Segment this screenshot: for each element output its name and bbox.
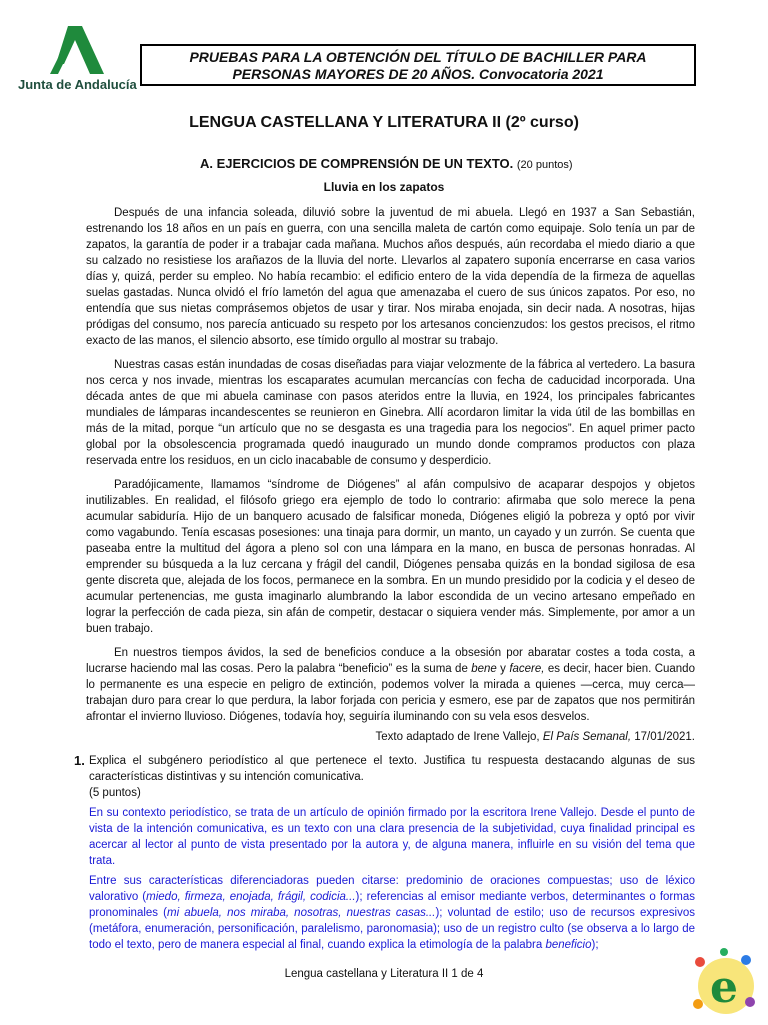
svg-text:e: e [710, 962, 738, 1013]
section-label: A. EJERCICIOS DE COMPRENSIÓN DE UN TEXTO. [200, 156, 514, 171]
question-body [89, 753, 695, 957]
page-title: LENGUA CASTELLANA Y LITERATURA II (2º curso) [189, 114, 579, 131]
question-number: 1. [74, 753, 85, 768]
header-line-1: PRUEBAS PARA LA OBTENCIÓN DEL TÍTULO DE BACHILLER PARA [189, 49, 647, 65]
paragraph [86, 645, 695, 725]
italic-run: mi abuela, nos miraba, nosotras, nuestras casas... [166, 907, 436, 919]
text-run: 17/01/2021. [631, 731, 695, 743]
text-run: ); [591, 939, 599, 951]
text-run: Explica el subgénero periodístico al que pertenece el texto. Justifica tu respuesta destacando algunas de sus características distintivas y su intención comunicativa. [89, 755, 695, 783]
text-run: Entre sus características diferenciadoras pueden citarse: predominio de oraciones compuestas; uso de léxico valorativo ( [89, 875, 695, 903]
text-run: ); voluntad de estilo; uso de recursos expresivos (metáfora, enumeración, personificación, paralelismo, paronomasia); uso de un registro culto (se observa a lo largo de todo el texto, pero de manera especial al final, cuando explica la etimología de la palabra [89, 907, 695, 951]
text-run: y [496, 663, 510, 675]
paragraph: Después de una infancia soleada, diluvió sobre la juventud de mi abuela. Llegó en 1937 a San Sebastián, estrenando los 18 años en un país en guerra, con una sencilla maleta de cartón como equipaje. Solo tenía un par de zapatos, la garantía de poder ir a trabajar cada mañana. Muchos años después, aún recordaba el miedo diario a que su calzado no resistiese los arañazos de la lluvia del norte. Llevarlos al zapatero suponía encerrarse en casa varios días y, quizá, perder su empleo. No había recambio: el edificio entero de la vida dependía de la firmeza de aquellas suelas gastadas. Nunca olvidó el frío lametón del agua que amenazaba el cuero de sus únicos zapatos. Por eso, no entendía que sus nietas comprásemos objetos de usar y tirar. Nos miraba enojada, sin decir nada. A nosotras, hijas pródigas del consumo, nos parecía anticuado su respeto por los artesanos concienzudos: los gestos precisos, el ritmo exacto de las manos, el silencio absorto, ese tímido orgullo al mostrar su trabajo. [86, 207, 695, 347]
answer-paragraph: En su contexto periodístico, se trata de un artículo de opinión firmado por la escritora Irene Vallejo. Desde el punto de vista de la intención comunicativa, es un texto con una clara presencia de la subjetividad, cuya finalidad principal es acercar al lector al punto de vista presentado por la autora y, de alguna manera, influirle en su visión del tema que trata. [89, 807, 695, 867]
andalucia-logo-icon [46, 24, 106, 76]
italic-run: bene [471, 663, 497, 675]
education-badge-icon [680, 940, 760, 1020]
italic-run: beneficio [545, 939, 592, 951]
source-citation [376, 731, 695, 743]
question-text [89, 753, 695, 801]
question-points: (5 puntos) [89, 787, 141, 799]
italic-run: El País Semanal, [542, 731, 632, 743]
text-run: ); referencias al emisor mediante verbos, determinantes o formas pronominales ( [89, 891, 695, 919]
reading-text [86, 205, 695, 733]
exam-header [140, 44, 696, 86]
logo-text: Junta de Andalucía [18, 77, 137, 92]
paragraph: Nuestras casas están inundadas de cosas diseñadas para viajar velozmente de la fábrica al vertedero. La basura nos cerca y nos invade, mientras los escaparates acumulan mercancías con fecha de caducidad incorporada. Una década antes de que mi abuela caminase con pasos ateridos entre la lluvia, en 1924, los principales fabricantes mundiales de lámparas incandescentes se reunieron en Ginebra. Allí acordaron limitar la vida útil de las bombillas en más de la mitad, porque “un artículo que no se desgasta es una tragedia para los negocios”. En aquel primer pacto global por la obsolescencia programada quedó inaugurado un mundo donde compramos productos con plaza reservada entre los residuos, en un ciclo inacabable de consumo y desperdicio. [86, 359, 695, 467]
header-line-2: PERSONAS MAYORES DE 20 AÑOS. Convocatoria 2021 [232, 66, 604, 82]
italic-run: facere, [509, 663, 545, 675]
text-title: Lluvia en los zapatos [323, 180, 445, 194]
page-footer: Lengua castellana y Literatura II 1 de 4 [284, 968, 484, 980]
answer-paragraph [89, 873, 695, 953]
text-run: es decir, hacer bien. Cuando lo permanente es una especie en peligro de extinción, podemos volver la mirada a quienes —cerca, muy cerca— trabajan duro para crear lo que perdura, la labor forjada con pericia y esmero, ese par de zapatos que nos permitirán afrontar el invierno lluvioso. Diógenes, todavía hoy, seguiría iluminando con su vela esos desvelos. [86, 663, 695, 723]
text-run: En nuestros tiempos ávidos, la sed de beneficios conduce a la obsesión por abaratar costes a toda costa, a lucrarse haciendo mal las cosas. Pero la palabra “beneficio” es la suma de [86, 647, 695, 675]
paragraph: Paradójicamente, llamamos “síndrome de Diógenes” al afán compulsivo de acaparar despojos y objetos inutilizables. En realidad, el filósofo griego era ejemplo de todo lo contrario: afirmaba que solo merece la pena acumular sabiduría. Hijo de un banquero acusado de falsificar moneda, Diógenes eligió la pobreza y optó por vivir como vagabundo. Tenía escasas posesiones: una tinaja para dormir, un manto, un cayado y un zurrón. Se cuenta que paseaba entre la multitud del ágora a pleno sol con una lámpara en la mano, en busca de personas honradas. Al emprender su búsqueda a la luz cercana y frágil del candil, Diógenes pensaba quizás en la bondad sigilosa de esa gente discreta que, alejada de los focos, permanece en la sombra. En un mundo presidido por la codicia y el deseo de acumular pertenencias, me gusta imaginarlo alumbrando la labor escondida de un vecino artesano empeñado en lograr la perfección de cada pieza, sin afán de competir, destacar o siquiera vender más. Simplemente, por amor a un buen trabajo. [86, 479, 695, 635]
section-heading [200, 156, 573, 171]
junta-de-andalucia-logo [18, 24, 136, 96]
italic-run: miedo, firmeza, enojada, frágil, codicia... [146, 891, 356, 903]
section-points: (20 puntos) [516, 159, 573, 171]
text-run: Texto adaptado de Irene Vallejo, [375, 731, 543, 743]
